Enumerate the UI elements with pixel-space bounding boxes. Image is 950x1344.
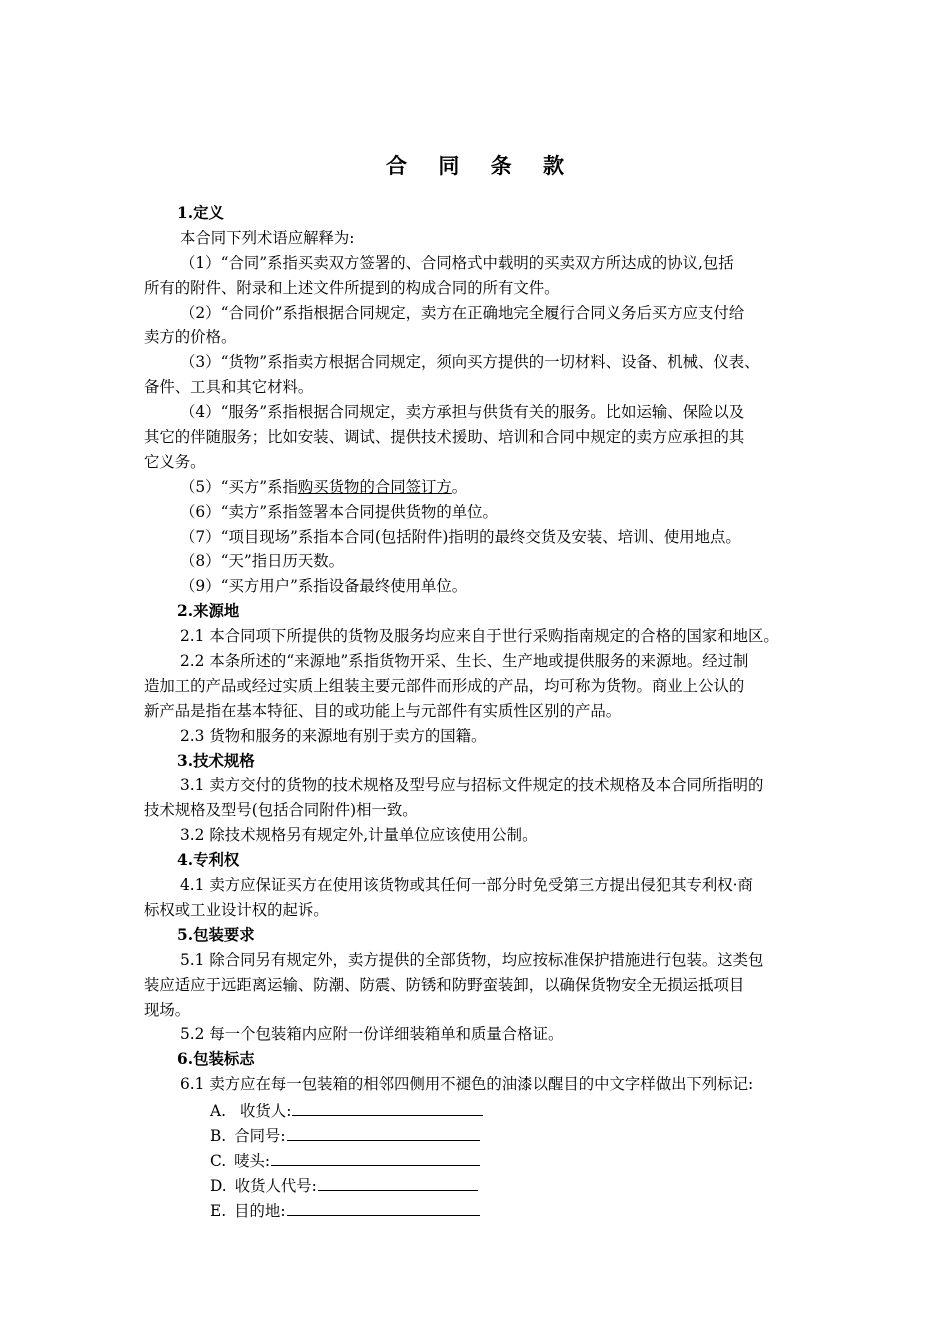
paragraph: 3.1 卖方交付的货物的技术规格及型号应与招标文件规定的技术规格及本合同所指明的 xyxy=(180,776,764,795)
paragraph: 所有的附件、附录和上述文件所提到的构成合同的所有文件。 xyxy=(144,278,560,297)
paragraph: 3.2 除技术规格另有规定外,计量单位应该使用公制。 xyxy=(180,826,538,845)
section-heading-specs: 3.技术规格 xyxy=(177,751,255,770)
section-heading-definitions: 1.定义 xyxy=(177,204,224,222)
mark-label: 目的地: xyxy=(234,1201,286,1220)
fill-in-blank xyxy=(287,1122,480,1141)
paragraph: （8）“天”指日历天数。 xyxy=(180,552,345,571)
section-heading-marking: 6.包装标志 xyxy=(177,1050,255,1069)
mark-row xyxy=(144,1172,814,1197)
paragraph: 卖方的价格。 xyxy=(144,328,237,347)
paragraph: 备件、工具和其它材料。 xyxy=(144,378,314,397)
underlined-text: 购买货物的合同签订方 xyxy=(297,477,452,496)
paragraph: 新产品是指在基本特征、目的或功能上与元部件有实质性区别的产品。 xyxy=(144,701,622,720)
paragraph: （4）“服务”系指根据合同规定，卖方承担与供货有关的服务。比如运输、保险以及 xyxy=(180,403,745,422)
paragraph: 4.1 卖方应保证买方在使用该货物或其任何一部分时免受第三方提出侵犯其专利权·商 xyxy=(180,876,753,895)
mark-label: 收货人代号: xyxy=(234,1176,317,1195)
mark-letter: E. xyxy=(210,1201,227,1220)
mark-letter: D. xyxy=(210,1176,227,1195)
paragraph: 5.2 每一个包装箱内应附一份详细装箱单和质量合格证。 xyxy=(180,1025,564,1044)
fill-in-blank xyxy=(287,1197,480,1216)
paragraph: （7）“项目现场”系指本合同(包括附件)指明的最终交货及安装、培训、使用地点。 xyxy=(180,527,741,546)
paragraph: 2.3 货物和服务的来源地有别于卖方的国籍。 xyxy=(180,726,487,745)
mark-letter: B. xyxy=(210,1126,227,1145)
section-heading-patent: 4.专利权 xyxy=(177,851,240,870)
paragraph: 它义务。 xyxy=(144,452,206,471)
mark-label: 合同号: xyxy=(234,1126,286,1145)
page-title: 合 同 条 款 xyxy=(386,153,576,178)
mark-letter: A. xyxy=(210,1102,227,1121)
mark-label: 收货人: xyxy=(240,1102,292,1121)
paragraph: （1）“合同”系指买卖双方签署的、合同格式中载明的买卖双方所达成的协议,包括 xyxy=(180,253,734,272)
paragraph: 2.2 本条所述的“来源地”系指货物开采、生长、生产地或提供服务的来源地。经过制 xyxy=(180,652,749,671)
paragraph: 现场。 xyxy=(144,1000,191,1019)
paragraph: （2）“合同价”系指根据合同规定，卖方在正确地完全履行合同义务后买方应支付给 xyxy=(180,303,745,322)
paragraph: 6.1 卖方应在每一包装箱的相邻四侧用不褪色的油漆以醒目的中文字样做出下列标记: xyxy=(180,1075,754,1094)
paragraph: 2.1 本合同项下所提供的货物及服务均应来自于世行采购指南规定的合格的国家和地区。 xyxy=(180,627,779,646)
paragraph: 技术规格及型号(包括合同附件)相一致。 xyxy=(144,801,418,820)
fill-in-blank xyxy=(271,1147,480,1166)
contract-body xyxy=(144,201,814,1222)
mark-row xyxy=(144,1097,814,1122)
mark-row xyxy=(144,1147,814,1172)
mark-label: 唛头: xyxy=(234,1151,271,1170)
paragraph: 造加工的产品或经过实质上组装主要元部件而形成的产品，均可称为货物。商业上公认的 xyxy=(144,676,745,695)
mark-letter: C. xyxy=(210,1151,227,1170)
mark-row xyxy=(144,1122,814,1147)
section-heading-origin: 2.来源地 xyxy=(177,602,240,621)
paragraph: （6）“卖方”系指签署本合同提供货物的单位。 xyxy=(180,502,498,521)
paragraph: 装应适应于远距离运输、防潮、防震、防锈和防野蛮装卸，以确保货物安全无损运抵项目 xyxy=(144,975,745,994)
paragraph: 本合同下列术语应解释为: xyxy=(180,228,355,247)
text: 。 xyxy=(451,477,468,496)
text: （5）“买方”系指 xyxy=(180,477,298,496)
section-heading-packing: 5.包装要求 xyxy=(177,925,255,944)
paragraph xyxy=(144,475,814,500)
mark-row xyxy=(144,1197,814,1222)
fill-in-blank xyxy=(292,1097,483,1116)
paragraph: 标权或工业设计权的起诉。 xyxy=(144,900,329,919)
paragraph: （9）“买方用户”系指设备最终使用单位。 xyxy=(180,577,468,596)
paragraph: （3）“货物”系指卖方根据合同规定，须向买方提供的一切材料、设备、机械、仪表、 xyxy=(180,353,760,372)
paragraph: 其它的伴随服务；比如安装、调试、提供技术援助、培训和合同中规定的卖方应承担的其 xyxy=(144,428,745,447)
paragraph: 5.1 除合同另有规定外，卖方提供的全部货物，均应按标准保护措施进行包装。这类包 xyxy=(180,950,764,969)
fill-in-blank xyxy=(318,1172,478,1191)
